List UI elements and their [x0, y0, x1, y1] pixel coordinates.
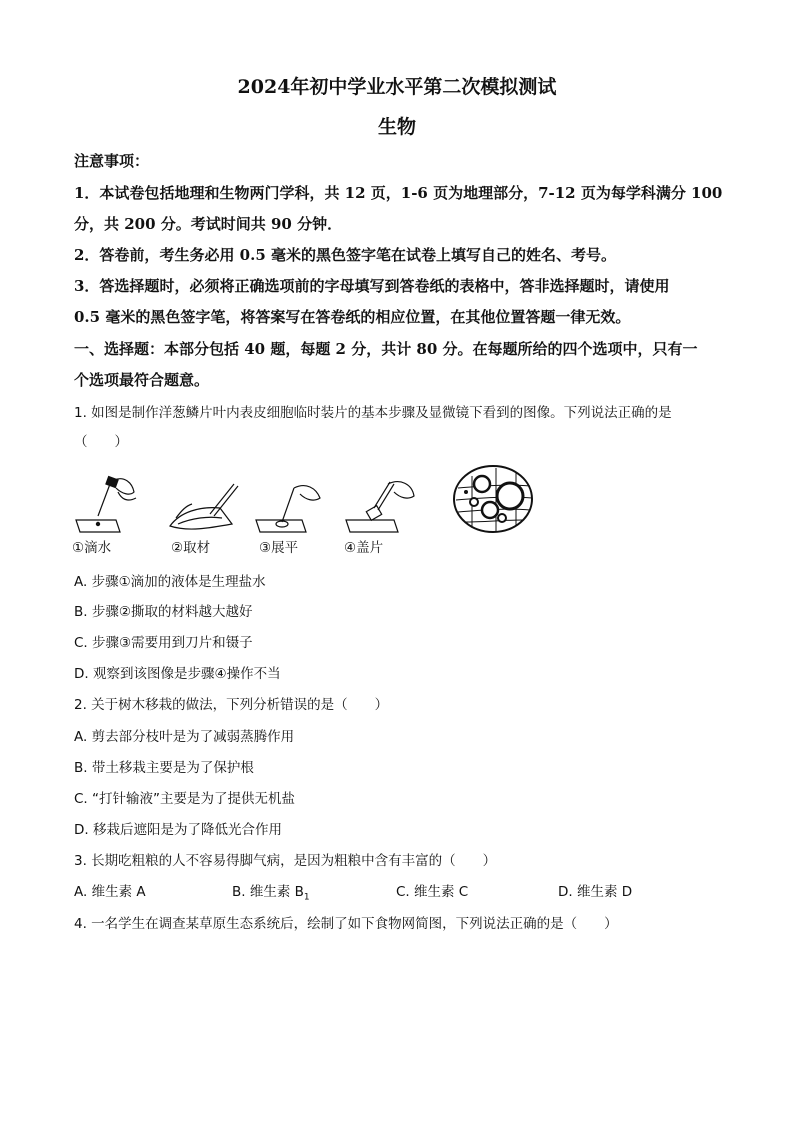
question-1-stem: 1. 如图是制作洋葱鳞片叶内表皮细胞临时装片的基本步骤及显微镜下看到的图像。下列说法正确的是 [74, 405, 672, 421]
question-2-option-a: A. 剪去部分枝叶是为了减弱蒸腾作用 [74, 729, 295, 745]
question-1-option-d: D. 观察到该图像是步骤④操作不当 [74, 666, 281, 682]
question-1-option-b: B. 步骤②撕取的材料越大越好 [74, 604, 253, 620]
notice-item-3-line-2: 0.5 毫米的黑色签字笔，将答案写在答卷纸的相应位置，在其他位置答题一律无效。 [74, 308, 631, 326]
question-3-option-d: D. 维生素 D [558, 884, 633, 900]
notice-item-2: 2．答卷前，考生务必用 0.5 毫米的黑色签字笔在试卷上填写自己的姓名、考号。 [74, 246, 616, 264]
question-1-option-a: A. 步骤①滴加的液体是生理盐水 [74, 574, 266, 590]
subscript: 1 [303, 892, 310, 903]
question-2-option-c: C. “打针输液”主要是为了提供无机盐 [74, 791, 295, 807]
notice-item-1-line-2: 分，共 200 分。考试时间共 90 分钟． [74, 215, 343, 233]
step-3-caption: ③展平 [259, 540, 299, 556]
step-1-caption: ①滴水 [72, 540, 112, 556]
notice-item-1-line-1: 1．本试卷包括地理和生物两门学科，共 12 页，1-6 页为地理部分，7-12 页为每学科满分 100 [74, 184, 723, 202]
page-title: 2024年初中学业水平第二次模拟测试 [237, 76, 557, 98]
question-3-stem: 3. 长期吃粗粮的人不容易得脚气病，是因为粗粮中含有丰富的（ ） [74, 853, 497, 869]
tweezers-icon [170, 484, 238, 529]
needle-icon [256, 486, 320, 532]
question-3-option-b: B. 维生素 $B_1$ [232, 884, 310, 903]
subject-title: 生物 [377, 116, 416, 138]
question-2-stem: 2. 关于树木移栽的做法，下列分析错误的是（ ） [74, 697, 389, 713]
notice-item-3-line-1: 3．答选择题时，必须将正确选项前的字母填写到答卷纸的表格中，答非选择题时，请使用 [74, 277, 670, 295]
question-1-option-c: C. 步骤③需要用到刀片和镊子 [74, 635, 253, 651]
section-heading-line-2: 个选项最符合题意。 [74, 371, 210, 389]
dropper-icon [76, 477, 136, 532]
section-heading-line-1: 一、选择题：本部分包括 40 题，每题 2 分，共计 80 分。在每题所给的四个选项中，只有一 [74, 340, 698, 358]
notice-heading: 注意事项： [74, 152, 150, 170]
cover-slip-icon [346, 482, 414, 532]
microscope-view-icon [452, 464, 534, 534]
question-3-option-c: C. 维生素 C [396, 884, 469, 900]
question-2-option-b: B. 带土移栽主要是为了保护根 [74, 760, 254, 776]
step-4-caption: ④盖片 [344, 540, 384, 556]
question-3-option-a: A. 维生素 A [74, 884, 146, 900]
step-2-caption: ②取材 [171, 540, 211, 556]
question-1-blank: （ ） [74, 434, 128, 450]
question-2-option-d: D. 移栽后遮阳是为了降低光合作用 [74, 822, 282, 838]
question-4-stem: 4. 一名学生在调查某草原生态系统后，绘制了如下食物网简图，下列说法正确的是（ ） [74, 916, 618, 932]
